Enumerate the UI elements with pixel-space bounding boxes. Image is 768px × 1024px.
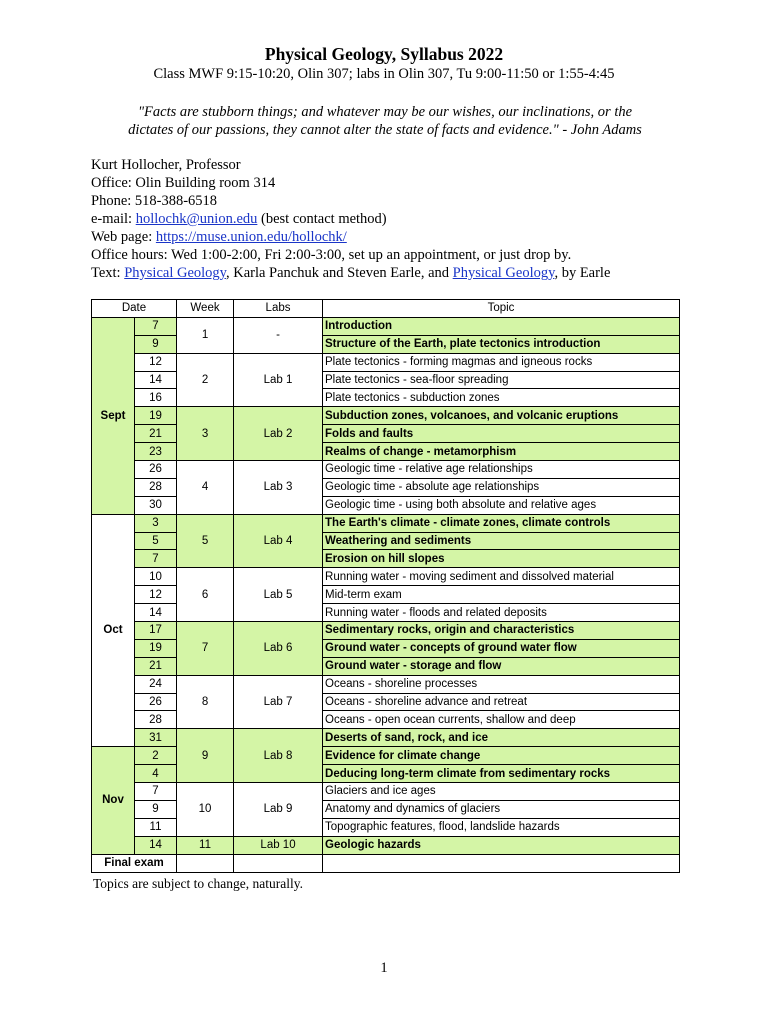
schedule-table [91, 299, 680, 873]
topic-cell: Running water - floods and related deposits [323, 604, 680, 622]
email-link[interactable]: hollochk@union.edu [135, 211, 258, 227]
professor-name: Kurt Hollocher, Professor [91, 157, 241, 173]
topic-cell: Plate tectonics - subduction zones [323, 389, 680, 407]
topic-cell: Folds and faults [323, 425, 680, 443]
topic-cell: Ground water - concepts of ground water flow [323, 639, 680, 657]
phone-number: Phone: 518-388-6518 [91, 193, 218, 209]
topic-cell: Subduction zones, volcanoes, and volcanic eruptions [323, 407, 680, 425]
day-cell: 3 [135, 514, 177, 532]
table-row [92, 461, 680, 479]
contact-info [91, 156, 731, 282]
web-label: Web page: [91, 229, 156, 245]
day-cell: 21 [135, 657, 177, 675]
day-cell: 17 [135, 622, 177, 640]
day-cell: 31 [135, 729, 177, 747]
table-row [92, 514, 680, 532]
day-cell: 19 [135, 407, 177, 425]
topic-cell: Glaciers and ice ages [323, 783, 680, 801]
day-cell: 26 [135, 693, 177, 711]
lab-cell: Lab 10 [234, 836, 323, 854]
lab-cell: - [234, 317, 323, 353]
week-cell: 4 [177, 461, 234, 515]
final-exam-row [92, 854, 680, 872]
week-cell: 3 [177, 407, 234, 461]
header-labs: Labs [234, 300, 323, 318]
header-date: Date [92, 300, 177, 318]
month-nov: Nov [92, 747, 135, 854]
day-cell: 14 [135, 836, 177, 854]
footnote: Topics are subject to change, naturally. [93, 876, 303, 891]
table-row [92, 568, 680, 586]
week-cell: 7 [177, 622, 234, 676]
week-cell: 9 [177, 729, 234, 783]
week-cell [177, 854, 234, 872]
topic-cell: Deducing long-term climate from sedimentary rocks [323, 765, 680, 783]
day-cell: 28 [135, 711, 177, 729]
day-cell: 14 [135, 604, 177, 622]
topic-cell: Geologic hazards [323, 836, 680, 854]
day-cell: 4 [135, 765, 177, 783]
textbook-link-2[interactable]: Physical Geology [452, 265, 555, 281]
text-label: Text: [91, 265, 125, 281]
topic-cell: Structure of the Earth, plate tectonics introduction [323, 335, 680, 353]
topic-cell: Sedimentary rocks, origin and characteristics [323, 622, 680, 640]
lab-cell: Lab 8 [234, 729, 323, 783]
day-cell: 7 [135, 783, 177, 801]
week-cell: 11 [177, 836, 234, 854]
table-row [92, 353, 680, 371]
topic-cell: Geologic time - absolute age relationships [323, 478, 680, 496]
lab-cell: Lab 1 [234, 353, 323, 407]
header-topic: Topic [323, 300, 680, 318]
topic-cell: Oceans - shoreline processes [323, 675, 680, 693]
table-row [92, 836, 680, 854]
day-cell: 14 [135, 371, 177, 389]
web-page-link[interactable]: https://muse.union.edu/hollochk/ [155, 229, 347, 245]
quote [100, 103, 670, 139]
table-row [92, 317, 680, 335]
day-cell: 2 [135, 747, 177, 765]
topic-cell: The Earth's climate - climate zones, climate controls [323, 514, 680, 532]
topic-cell: Running water - moving sediment and dissolved material [323, 568, 680, 586]
day-cell: 11 [135, 818, 177, 836]
week-cell: 6 [177, 568, 234, 622]
day-cell: 7 [135, 317, 177, 335]
topic-cell: Evidence for climate change [323, 747, 680, 765]
textbook-line [91, 264, 731, 282]
week-cell: 10 [177, 783, 234, 837]
day-cell: 26 [135, 461, 177, 479]
table-row [92, 783, 680, 801]
week-cell: 8 [177, 675, 234, 729]
office-hours: Office hours: Wed 1:00-2:00, Fri 2:00-3:00, set up an appointment, or just drop by. [91, 247, 572, 263]
topic-cell: Mid-term exam [323, 586, 680, 604]
lab-cell: Lab 3 [234, 461, 323, 515]
day-cell: 9 [135, 800, 177, 818]
table-row [92, 729, 680, 747]
month-oct: Oct [92, 514, 135, 747]
day-cell: 19 [135, 639, 177, 657]
final-exam-label: Final exam [92, 854, 177, 872]
topic-cell [323, 854, 680, 872]
quote-line-1: "Facts are stubborn things; and whatever may be our wishes, our inclinations, or the [137, 104, 633, 120]
day-cell: 21 [135, 425, 177, 443]
topic-cell: Plate tectonics - sea-floor spreading [323, 371, 680, 389]
month-sept: Sept [92, 317, 135, 514]
day-cell: 28 [135, 478, 177, 496]
day-cell: 10 [135, 568, 177, 586]
day-cell: 7 [135, 550, 177, 568]
lab-cell: Lab 7 [234, 675, 323, 729]
email-line [91, 210, 731, 228]
day-cell: 12 [135, 353, 177, 371]
week-cell: 5 [177, 514, 234, 568]
day-cell: 30 [135, 496, 177, 514]
lab-cell: Lab 2 [234, 407, 323, 461]
day-cell: 5 [135, 532, 177, 550]
topic-cell: Geologic time - using both absolute and relative ages [323, 496, 680, 514]
topic-cell: Geologic time - relative age relationships [323, 461, 680, 479]
quote-line-2: dictates of our passions, they cannot alter the state of facts and evidence." - John Adams [128, 122, 642, 138]
textbook-link-1[interactable]: Physical Geology [124, 265, 226, 281]
day-cell: 24 [135, 675, 177, 693]
table-row [92, 675, 680, 693]
header-week: Week [177, 300, 234, 318]
table-header-row [92, 300, 680, 318]
topic-cell: Topographic features, flood, landslide hazards [323, 818, 680, 836]
lab-cell: Lab 9 [234, 783, 323, 837]
topic-cell: Realms of change - metamorphism [323, 443, 680, 461]
email-label: e-mail: [91, 211, 136, 227]
lab-cell: Lab 4 [234, 514, 323, 568]
table-row [92, 622, 680, 640]
day-cell: 9 [135, 335, 177, 353]
topic-cell: Deserts of sand, rock, and ice [323, 729, 680, 747]
web-page-line [91, 228, 731, 246]
day-cell: 16 [135, 389, 177, 407]
textbook-author-2: , by Earle [554, 265, 611, 281]
lab-cell: Lab 6 [234, 622, 323, 676]
lab-cell [234, 854, 323, 872]
topic-cell: Oceans - shoreline advance and retreat [323, 693, 680, 711]
page-title: Physical Geology, Syllabus 2022 [264, 44, 504, 64]
day-cell: 23 [135, 443, 177, 461]
page-number: 1 [380, 960, 388, 976]
topic-cell: Ground water - storage and flow [323, 657, 680, 675]
topic-cell: Anatomy and dynamics of glaciers [323, 800, 680, 818]
table-row [92, 407, 680, 425]
topic-cell: Erosion on hill slopes [323, 550, 680, 568]
topic-cell: Weathering and sediments [323, 532, 680, 550]
textbook-authors: , Karla Panchuk and Steven Earle, and [225, 265, 453, 281]
week-cell: 1 [177, 317, 234, 353]
class-schedule-line: Class MWF 9:15-10:20, Olin 307; labs in Olin 307, Tu 9:00-11:50 or 1:55-4:45 [153, 66, 615, 82]
topic-cell: Plate tectonics - forming magmas and igneous rocks [323, 353, 680, 371]
topic-cell: Oceans - open ocean currents, shallow and deep [323, 711, 680, 729]
day-cell: 12 [135, 586, 177, 604]
office-location: Office: Olin Building room 314 [91, 175, 276, 191]
week-cell: 2 [177, 353, 234, 407]
topic-cell: Introduction [323, 317, 680, 335]
lab-cell: Lab 5 [234, 568, 323, 622]
email-note: (best contact method) [257, 211, 387, 227]
